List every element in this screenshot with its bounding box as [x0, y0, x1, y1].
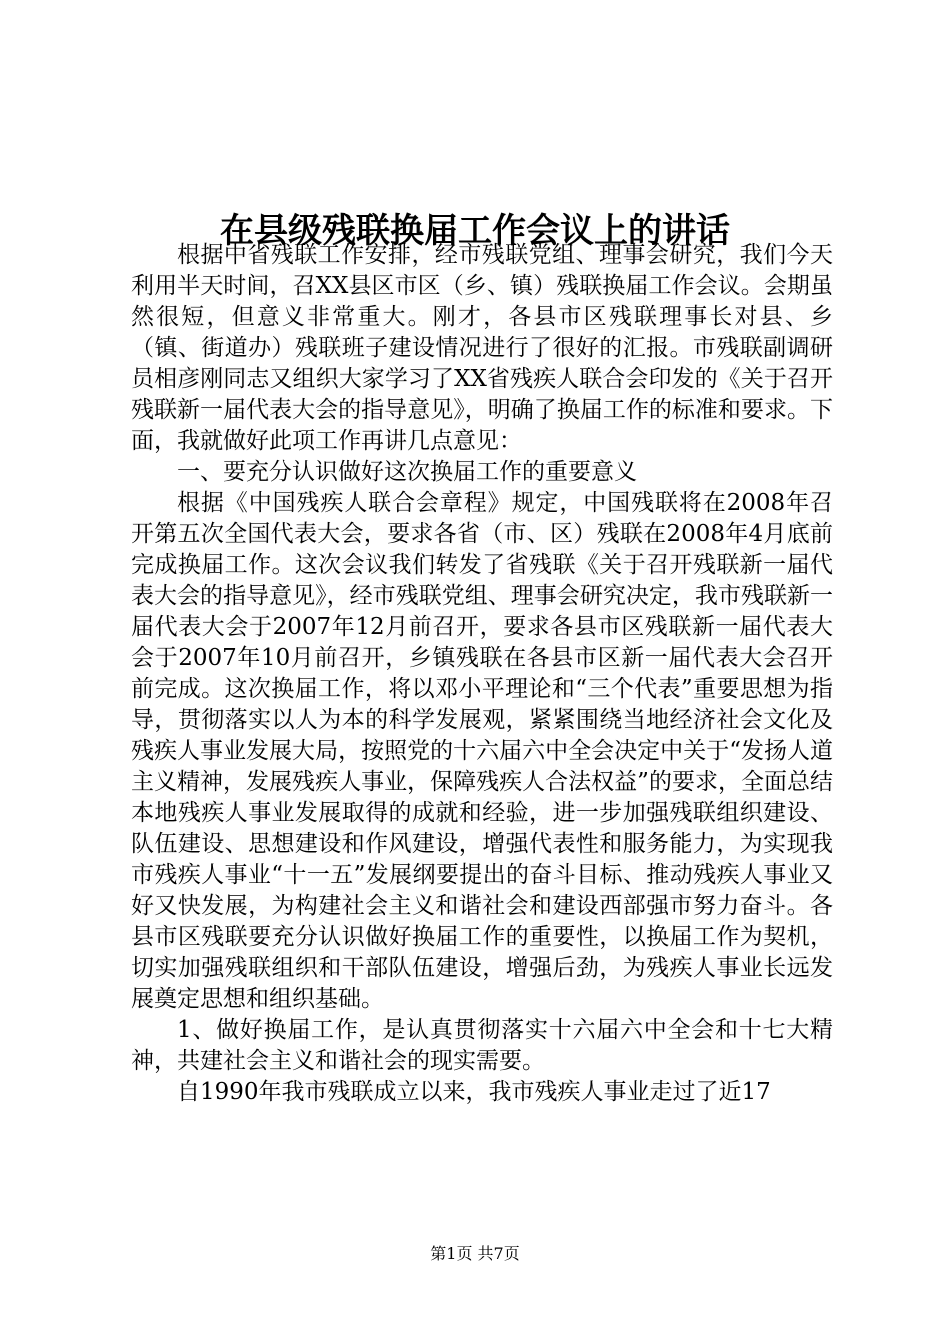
- paragraph-section-1: 根据《中国残疾人联合会章程》规定，中国残联将在2008年召开第五次全国代表大会，要求各省（市、区）残联在2008年4月底前完成换届工作。这次会议我们转发了省残联《关于召开残联新一届代表大会的指导意见》，经市残联党组、理事会研究决定，我市残联新一届代表大会于2007年12月前召开，要求各县市区残联新一届代表大会于2007年10月前召开，乡镇残联在各县市区新一届代表大会召开前完成。这次换届工作，将以邓小平理论和“三个代表”重要思想为指导，贯彻落实以人为本的科学发展观，紧紧围绕当地经济社会文化及残疾人事业发展大局，按照党的十六届六中全会决定中关于“发扬人道主义精神，发展残疾人事业，保障残疾人合法权益”的要求，全面总结本地残疾人事业发展取得的成就和经验，进一步加强残联组织建设、队伍建设、思想建设和作风建设，增强代表性和服务能力，为实现我市残疾人事业“十一五”发展纲要提出的奋斗目标、推动残疾人事业又好又快发展，为构建社会主义和谐社会和建设西部强市努力奋斗。各县市区残联要充分认识做好换届工作的重要性，以换届工作为契机，切实加强残联组织和干部队伍建设，增强后劲，为残疾人事业长远发展奠定思想和组织基础。: [131, 490, 833, 1012]
- document-body: [131, 240, 833, 1108]
- subsection-heading-1: 1、做好换届工作，是认真贯彻落实十六届六中全会和十七大精神，共建社会主义和谐社会的现实需要。: [131, 1017, 833, 1074]
- paragraph-continued: 自1990年我市残联成立以来，我市残疾人事业走过了近17: [177, 1079, 771, 1105]
- page-number-footer: 第1页 共7页: [430, 1244, 520, 1263]
- section-heading-1: 一、要充分认识做好这次换届工作的重要意义: [177, 459, 637, 485]
- paragraph-intro: 根据中省残联工作安排，经市残联党组、理事会研究，我们今天利用半天时间，召XX县区市区（乡、镇）残联换届工作会议。会期虽然很短，但意义非常重大。刚才，各县市区残联理事长对县、乡（镇、街道办）残联班子建设情况进行了很好的汇报。市残联副调研员相彦刚同志又组织大家学习了XX省残疾人联合会印发的《关于召开残联新一届代表大会的指导意见》，明确了换届工作的标准和要求。下面，我就做好此项工作再讲几点意见：: [131, 242, 833, 454]
- document-title: 在县级残联换届工作会议上的讲话: [220, 210, 730, 251]
